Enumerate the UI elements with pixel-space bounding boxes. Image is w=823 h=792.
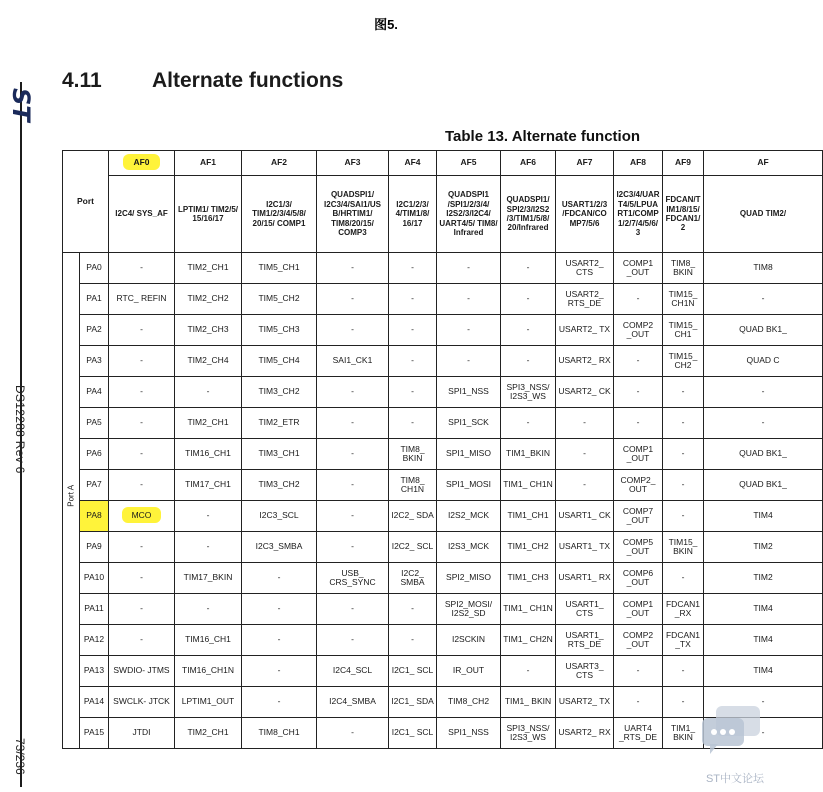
af-cell: - — [663, 439, 704, 470]
table-row — [63, 501, 823, 532]
af-cell: - — [317, 284, 389, 315]
pin-name: PA10 — [80, 563, 109, 594]
table-row — [63, 532, 823, 563]
af-cell: USART2_ RX — [556, 346, 614, 377]
af-cell: TIM15_ CH2 — [663, 346, 704, 377]
af-cell: - — [109, 563, 175, 594]
af-cell: - — [317, 501, 389, 532]
af-cell: USART2_ RTS_DE — [556, 284, 614, 315]
af-cell: USART2_ CTS — [556, 253, 614, 284]
af-cell: - — [389, 594, 437, 625]
af-cell: - — [175, 594, 242, 625]
af-cell: - — [614, 346, 663, 377]
af-cell: - — [317, 594, 389, 625]
af-cell: - — [501, 656, 556, 687]
af-cell: - — [501, 315, 556, 346]
af-cell: I2C2_ SCL — [389, 532, 437, 563]
af-cell: TIM1_ CH1N — [501, 594, 556, 625]
af-cell: TIM17_CH1 — [175, 470, 242, 501]
af-cell: TIM4 — [704, 594, 823, 625]
section-title: Alternate functions — [152, 69, 344, 92]
af-cell: TIM1_CH3 — [501, 563, 556, 594]
port-group-label: Port A — [66, 484, 76, 507]
af-cell: TIM5_CH1 — [242, 253, 317, 284]
port-group-cell — [63, 253, 80, 749]
af-cell: - — [389, 625, 437, 656]
af-cell: TIM2_CH1 — [175, 718, 242, 749]
af-header-1: AF1 — [175, 151, 242, 176]
af-cell: - — [501, 284, 556, 315]
af-cell: - — [109, 408, 175, 439]
alternate-function-table-container — [62, 150, 787, 762]
af-description-0: I2C4/ SYS_AF — [109, 176, 175, 253]
af-cell: - — [175, 501, 242, 532]
af-header-5: AF5 — [437, 151, 501, 176]
af-cell: SPI1_NSS — [437, 718, 501, 749]
af-cell: I2C4_SCL — [317, 656, 389, 687]
af-header-2: AF2 — [242, 151, 317, 176]
af-cell: TIM2 — [704, 532, 823, 563]
af-cell: TIM1_CH2 — [501, 532, 556, 563]
af-cell: - — [437, 284, 501, 315]
af-cell: USART2_ RX — [556, 718, 614, 749]
af-description-2: I2C1/3/ TIM1/2/3/4/5/8/ 20/15/ COMP1 — [242, 176, 317, 253]
af-cell: - — [556, 470, 614, 501]
af-cell: - — [663, 470, 704, 501]
af-cell: - — [663, 687, 704, 718]
af-cell: - — [109, 594, 175, 625]
table-row — [63, 346, 823, 377]
port-header: Port — [63, 151, 109, 253]
af-cell: SPI1_MISO — [437, 439, 501, 470]
pin-name: PA9 — [80, 532, 109, 563]
af-header-8: AF8 — [614, 151, 663, 176]
table-row — [63, 470, 823, 501]
pin-name: PA5 — [80, 408, 109, 439]
af-cell: TIM1_CH1 — [501, 501, 556, 532]
af-description-10: QUAD TIM2/ — [704, 176, 823, 253]
af-cell: - — [389, 377, 437, 408]
af-cell: USART2_ TX — [556, 687, 614, 718]
af-cell: - — [614, 377, 663, 408]
af-cell: - — [242, 563, 317, 594]
af-cell: - — [704, 718, 823, 749]
af-cell: USART2_ CK — [556, 377, 614, 408]
af-cell: - — [317, 718, 389, 749]
af-cell: USART1_ CTS — [556, 594, 614, 625]
af-cell: - — [317, 408, 389, 439]
pin-name: PA2 — [80, 315, 109, 346]
pin-name: PA7 — [80, 470, 109, 501]
af-cell: - — [556, 439, 614, 470]
af-cell: SWCLK- JTCK — [109, 687, 175, 718]
af-header-7: AF7 — [556, 151, 614, 176]
section-number: 4.11 — [62, 69, 102, 92]
af-cell: - — [389, 346, 437, 377]
af-cell — [109, 501, 175, 532]
af-cell: TIM4 — [704, 501, 823, 532]
af-cell: - — [663, 408, 704, 439]
af-cell: - — [663, 656, 704, 687]
forum-watermark-icon — [698, 704, 764, 756]
af-cell: I2C3_SMBA — [242, 532, 317, 563]
af-cell: TIM8_CH1 — [242, 718, 317, 749]
af-cell: - — [109, 315, 175, 346]
af-cell: TIM15_ CH1N — [663, 284, 704, 315]
af-cell: - — [437, 346, 501, 377]
pin-name: PA1 — [80, 284, 109, 315]
af-cell: TIM2_CH1 — [175, 253, 242, 284]
af-cell: - — [704, 408, 823, 439]
af-cell: - — [437, 253, 501, 284]
af-cell: - — [501, 253, 556, 284]
af-cell: - — [556, 408, 614, 439]
af-cell: - — [501, 346, 556, 377]
af-cell: QUAD BK1_ — [704, 439, 823, 470]
af-cell: - — [663, 563, 704, 594]
af-cell: - — [242, 625, 317, 656]
af-cell: I2SCKIN — [437, 625, 501, 656]
af-cell: TIM1_ CH1N — [501, 470, 556, 501]
af-cell: - — [175, 532, 242, 563]
af-cell: - — [109, 470, 175, 501]
af-cell: TIM2_CH1 — [175, 408, 242, 439]
af-cell: USART1_ RTS_DE — [556, 625, 614, 656]
af-cell: - — [614, 284, 663, 315]
af-cell: - — [109, 346, 175, 377]
af-header-10: AF — [704, 151, 823, 176]
af-cell: - — [317, 532, 389, 563]
af-cell: SPI1_MOSI — [437, 470, 501, 501]
af-cell: JTDI — [109, 718, 175, 749]
af-cell: TIM17_BKIN — [175, 563, 242, 594]
af-cell: QUAD BK1_ — [704, 470, 823, 501]
af-cell: TIM16_CH1 — [175, 625, 242, 656]
af-cell: USART1_ CK — [556, 501, 614, 532]
af-cell: COMP2_ OUT — [614, 470, 663, 501]
af-cell: TIM2_CH2 — [175, 284, 242, 315]
page-number: 73/236 — [13, 738, 27, 775]
af-cell: LPTIM1_OUT — [175, 687, 242, 718]
af-cell: - — [389, 253, 437, 284]
af-description-7: USART1/2/3 /FDCAN/CO MP7/5/6 — [556, 176, 614, 253]
af-cell: - — [109, 532, 175, 563]
af-cell: USART2_ TX — [556, 315, 614, 346]
af-cell: - — [501, 408, 556, 439]
af-cell: TIM3_CH2 — [242, 470, 317, 501]
af-header-9: AF9 — [663, 151, 704, 176]
af-cell: - — [389, 284, 437, 315]
af-cell: TIM2_ETR — [242, 408, 317, 439]
pin-name: PA0 — [80, 253, 109, 284]
af-cell: I2C3_SCL — [242, 501, 317, 532]
af-cell: TIM8_ BKIN — [389, 439, 437, 470]
st-logo: ST — [7, 88, 35, 122]
af-cell: - — [109, 377, 175, 408]
af-cell: TIM4 — [704, 656, 823, 687]
af-cell: - — [704, 284, 823, 315]
af-cell: TIM1_BKIN — [501, 439, 556, 470]
pin-name: PA4 — [80, 377, 109, 408]
af-cell: - — [242, 594, 317, 625]
af-description-8: I2C3/4/UAR T4/5/LPUA RT1/COMP 1/2/7/4/5/6/ 3 — [614, 176, 663, 253]
af-cell: COMP1 _OUT — [614, 439, 663, 470]
af-cell: SPI2_MISO — [437, 563, 501, 594]
af-cell: UART4 _RTS_DE — [614, 718, 663, 749]
af-cell: TIM8_ BKIN — [663, 253, 704, 284]
af-header-0 — [109, 151, 175, 176]
af-cell: - — [317, 470, 389, 501]
pin-name: PA8 — [80, 501, 109, 532]
table-row — [63, 315, 823, 346]
af-cell: TIM15_ CH1 — [663, 315, 704, 346]
af-cell: TIM8 — [704, 253, 823, 284]
af-cell: - — [663, 501, 704, 532]
af-cell: COMP1 _OUT — [614, 594, 663, 625]
af-cell: TIM4 — [704, 625, 823, 656]
af-cell: - — [614, 656, 663, 687]
af-cell: SPI3_NSS/ I2S3_WS — [501, 718, 556, 749]
pin-name: PA15 — [80, 718, 109, 749]
af-cell: - — [317, 377, 389, 408]
af-cell: - — [109, 439, 175, 470]
af-cell: - — [242, 656, 317, 687]
table-row — [63, 563, 823, 594]
af-cell: TIM16_CH1 — [175, 439, 242, 470]
af-cell: - — [242, 687, 317, 718]
af-cell: COMP2 _OUT — [614, 625, 663, 656]
af-cell: IR_OUT — [437, 656, 501, 687]
af-cell: - — [317, 439, 389, 470]
mco-highlight: MCO — [122, 507, 162, 523]
figure-caption: 图5. — [374, 17, 398, 32]
af-cell: I2C4_SMBA — [317, 687, 389, 718]
table-title: Table 13. Alternate function — [445, 128, 641, 145]
af-description-9: FDCAN/T IM1/8/15/ FDCAN1/ 2 — [663, 176, 704, 253]
pin-name: PA14 — [80, 687, 109, 718]
af-cell: I2C2_ SDA — [389, 501, 437, 532]
af-cell: - — [317, 253, 389, 284]
af-cell: FDCAN1 _TX — [663, 625, 704, 656]
af-cell: - — [437, 315, 501, 346]
af-cell: COMP6 _OUT — [614, 563, 663, 594]
af-cell: - — [663, 377, 704, 408]
table-row — [63, 656, 823, 687]
af-cell: - — [614, 408, 663, 439]
af-cell: TIM1_ CH2N — [501, 625, 556, 656]
af-cell: - — [175, 377, 242, 408]
forum-watermark-text: ST中文论坛 — [705, 773, 764, 785]
af-cell: TIM5_CH4 — [242, 346, 317, 377]
af-cell: TIM16_CH1N — [175, 656, 242, 687]
af-description-3: QUADSPI1/ I2C3/4/SAI1/US B/HRTIM1/ TIM8/20/15/ COMP3 — [317, 176, 389, 253]
af-cell: SPI3_NSS/ I2S3_WS — [501, 377, 556, 408]
table-row — [63, 377, 823, 408]
table-row — [63, 408, 823, 439]
af-cell: TIM2 — [704, 563, 823, 594]
af-cell: TIM3_CH1 — [242, 439, 317, 470]
pin-name: PA6 — [80, 439, 109, 470]
af-cell: SPI1_NSS — [437, 377, 501, 408]
af-cell: - — [389, 315, 437, 346]
af-cell: I2C1_ SCL — [389, 656, 437, 687]
pin-name: PA3 — [80, 346, 109, 377]
af-cell: TIM2_CH4 — [175, 346, 242, 377]
af-cell: COMP5 _OUT — [614, 532, 663, 563]
af-description-4: I2C1/2/3/ 4/TIM1/8/ 16/17 — [389, 176, 437, 253]
af-cell: COMP7 _OUT — [614, 501, 663, 532]
af-cell: - — [317, 625, 389, 656]
af-cell: USART3_ CTS — [556, 656, 614, 687]
pin-name: PA11 — [80, 594, 109, 625]
table-row — [63, 594, 823, 625]
af-cell: COMP2 _OUT — [614, 315, 663, 346]
af-cell: TIM3_CH2 — [242, 377, 317, 408]
af-cell: I2S3_MCK — [437, 532, 501, 563]
table-row — [63, 625, 823, 656]
af-cell: TIM15_ BKIN — [663, 532, 704, 563]
af-cell: I2C1_ SDA — [389, 687, 437, 718]
af-cell: - — [704, 687, 823, 718]
af-cell: TIM8_CH2 — [437, 687, 501, 718]
af-header-6: AF6 — [501, 151, 556, 176]
af-cell: USB_ CRS_SYNC — [317, 563, 389, 594]
af-cell: SPI2_MOSI/ I2S2_SD — [437, 594, 501, 625]
af-cell: - — [704, 377, 823, 408]
af0-highlight: AF0 — [123, 154, 159, 170]
af-description-6: QUADSPI1/ SPI2/3/I2S2 /3/TIM1/5/8/ 20/Infrared — [501, 176, 556, 253]
af-cell: TIM2_CH3 — [175, 315, 242, 346]
af-cell: - — [614, 687, 663, 718]
af-cell: FDCAN1 _RX — [663, 594, 704, 625]
af-cell: QUAD C — [704, 346, 823, 377]
af-cell: SPI1_SCK — [437, 408, 501, 439]
af-cell: USART1_ TX — [556, 532, 614, 563]
document-id: DS12288 Rev 6 — [13, 385, 27, 474]
af-cell: TIM5_CH2 — [242, 284, 317, 315]
table-row — [63, 253, 823, 284]
af-description-1: LPTIM1/ TIM2/5/ 15/16/17 — [175, 176, 242, 253]
pin-name: PA12 — [80, 625, 109, 656]
af-header-4: AF4 — [389, 151, 437, 176]
af-cell: - — [389, 408, 437, 439]
af-cell: USART1_ RX — [556, 563, 614, 594]
af-cell: SWDIO- JTMS — [109, 656, 175, 687]
af-cell: TIM1_ BKIN — [663, 718, 704, 749]
af-cell: - — [109, 625, 175, 656]
af-cell: TIM8_ CH1N — [389, 470, 437, 501]
af-cell: RTC_ REFIN — [109, 284, 175, 315]
af-description-5: QUADSPI1 /SPI1/2/3/4/ I2S2/3/I2C4/ UART4/5/ TIM8/ Infrared — [437, 176, 501, 253]
af-cell: QUAD BK1_ — [704, 315, 823, 346]
af-header-3: AF3 — [317, 151, 389, 176]
af-cell: I2C2_ SMBA — [389, 563, 437, 594]
af-cell: - — [317, 315, 389, 346]
af-cell: I2C1_ SCL — [389, 718, 437, 749]
table-row — [63, 284, 823, 315]
af-cell: SAI1_CK1 — [317, 346, 389, 377]
af-cell: I2S2_MCK — [437, 501, 501, 532]
af-cell: COMP1 _OUT — [614, 253, 663, 284]
pin-name: PA13 — [80, 656, 109, 687]
table-row — [63, 439, 823, 470]
alternate-function-table — [62, 150, 823, 749]
af-cell: TIM5_CH3 — [242, 315, 317, 346]
af-cell: - — [109, 253, 175, 284]
af-cell: TIM1_ BKIN — [501, 687, 556, 718]
